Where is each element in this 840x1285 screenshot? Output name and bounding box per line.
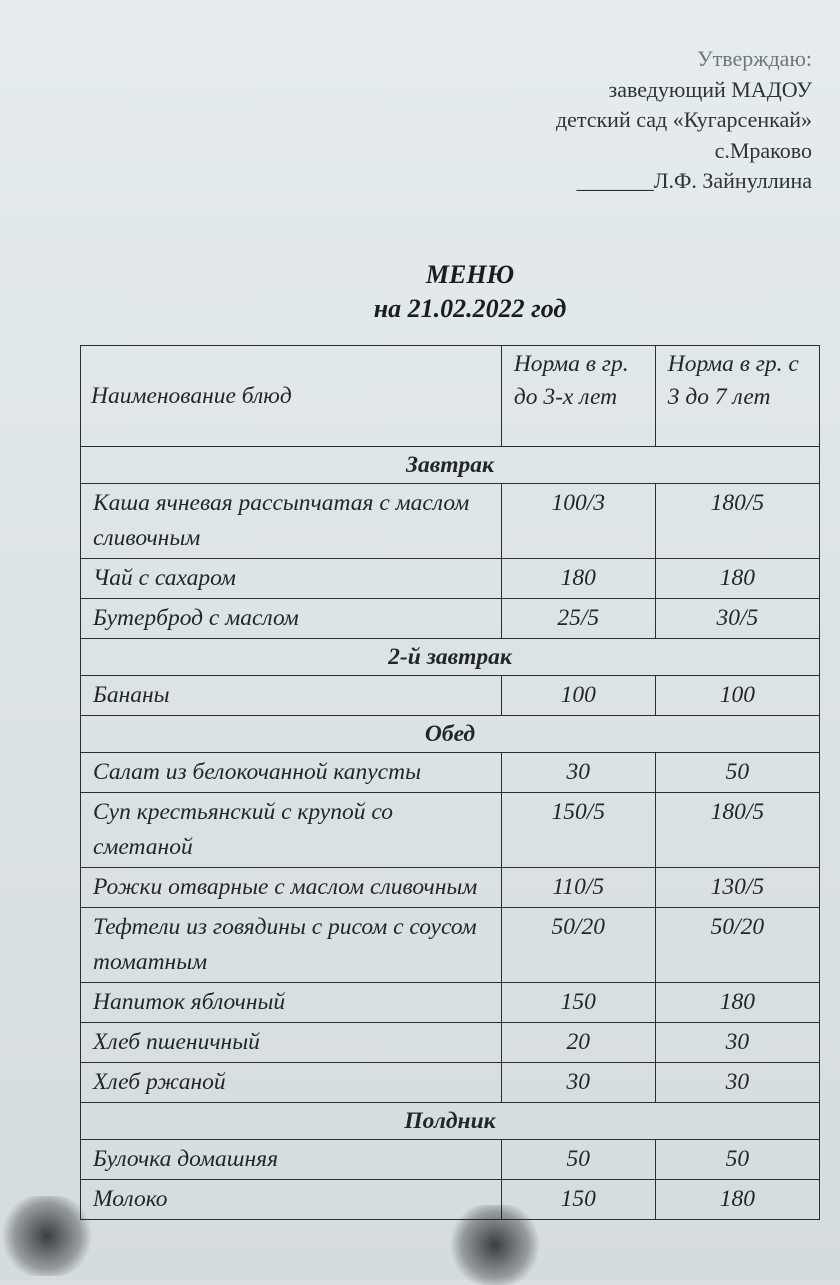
header-dish-name: Наименование блюд [81,346,502,447]
dish-name: Суп крестьянский с крупой со сметаной [81,793,502,868]
table-row [81,484,820,559]
approval-signature-line: _______Л.Ф. Зайнуллина [576,168,812,193]
norm-under-3-value: 50/20 [501,908,655,983]
table-row [81,1023,820,1063]
approval-position: заведующий МАДОУ [608,76,812,102]
dish-name: Булочка домашняя [81,1140,502,1180]
norm-3-to-7-value: 180 [655,983,819,1023]
menu-table [80,345,820,1220]
norm-3-to-7-value: 180/5 [655,793,819,868]
table-header-row [81,346,820,447]
norm-3-to-7-value: 180/5 [655,484,819,559]
dish-name: Молоко [81,1180,502,1220]
scan-smudge [450,1205,540,1285]
norm-under-3-value: 50 [501,1140,655,1180]
table-row [81,676,820,716]
header-norm-under-3: Норма в гр. до 3-х лет [501,346,655,447]
section-title: Завтрак [81,447,820,484]
section-title: Полдник [81,1103,820,1140]
norm-under-3-value: 25/5 [501,599,655,639]
norm-3-to-7-value: 30 [655,1063,819,1103]
norm-3-to-7-value: 100 [655,676,819,716]
table-row [81,559,820,599]
section-header-row [81,447,820,484]
norm-3-to-7-value: 30/5 [655,599,819,639]
norm-under-3-value: 150 [501,983,655,1023]
norm-3-to-7-value: 180 [655,1180,819,1220]
section-title: 2-й завтрак [81,639,820,676]
dish-name: Хлеб пшеничный [81,1023,502,1063]
table-row [81,1180,820,1220]
table-row [81,793,820,868]
approval-village: с.Мраково [714,137,812,163]
dish-name: Салат из белокочанной капусты [81,753,502,793]
norm-under-3-value: 180 [501,559,655,599]
menu-date: на 21.02.2022 год [373,294,567,323]
dish-name: Чай с сахаром [81,559,502,599]
norm-3-to-7-value: 50/20 [655,908,819,983]
dish-name: Бананы [81,676,502,716]
norm-under-3-value: 150/5 [501,793,655,868]
table-row [81,983,820,1023]
dish-name: Каша ячневая рассыпчатая с маслом сливочным [81,484,502,559]
approval-organization: детский сад «Кугарсенкай» [555,107,812,132]
norm-under-3-value: 30 [501,753,655,793]
dish-name: Тефтели из говядины с рисом с соусом томатным [81,908,502,983]
menu-table-body [81,447,820,1220]
table-row [81,1140,820,1180]
norm-under-3-value: 110/5 [501,868,655,908]
norm-under-3-value: 150 [501,1180,655,1220]
table-row [81,599,820,639]
norm-under-3-value: 100 [501,676,655,716]
dish-name: Хлеб ржаной [81,1063,502,1103]
approval-heading: Утверждаю: [697,46,812,71]
table-row [81,1063,820,1103]
norm-3-to-7-value: 130/5 [655,868,819,908]
scan-smudge [2,1196,92,1276]
section-header-row [81,716,820,753]
approval-block [556,44,812,197]
table-row [81,908,820,983]
menu-title: МЕНЮ [425,260,515,289]
norm-3-to-7-value: 50 [655,1140,819,1180]
norm-under-3-value: 20 [501,1023,655,1063]
dish-name: Рожки отварные с маслом сливочным [81,868,502,908]
dish-name: Бутерброд с маслом [81,599,502,639]
table-row [81,753,820,793]
menu-title-block [0,258,840,326]
section-header-row [81,639,820,676]
section-title: Обед [81,716,820,753]
norm-3-to-7-value: 30 [655,1023,819,1063]
norm-3-to-7-value: 180 [655,559,819,599]
table-row [81,868,820,908]
norm-under-3-value: 30 [501,1063,655,1103]
section-header-row [81,1103,820,1140]
norm-3-to-7-value: 50 [655,753,819,793]
dish-name: Напиток яблочный [81,983,502,1023]
header-norm-3-to-7: Норма в гр. с 3 до 7 лет [655,346,819,447]
norm-under-3-value: 100/3 [501,484,655,559]
